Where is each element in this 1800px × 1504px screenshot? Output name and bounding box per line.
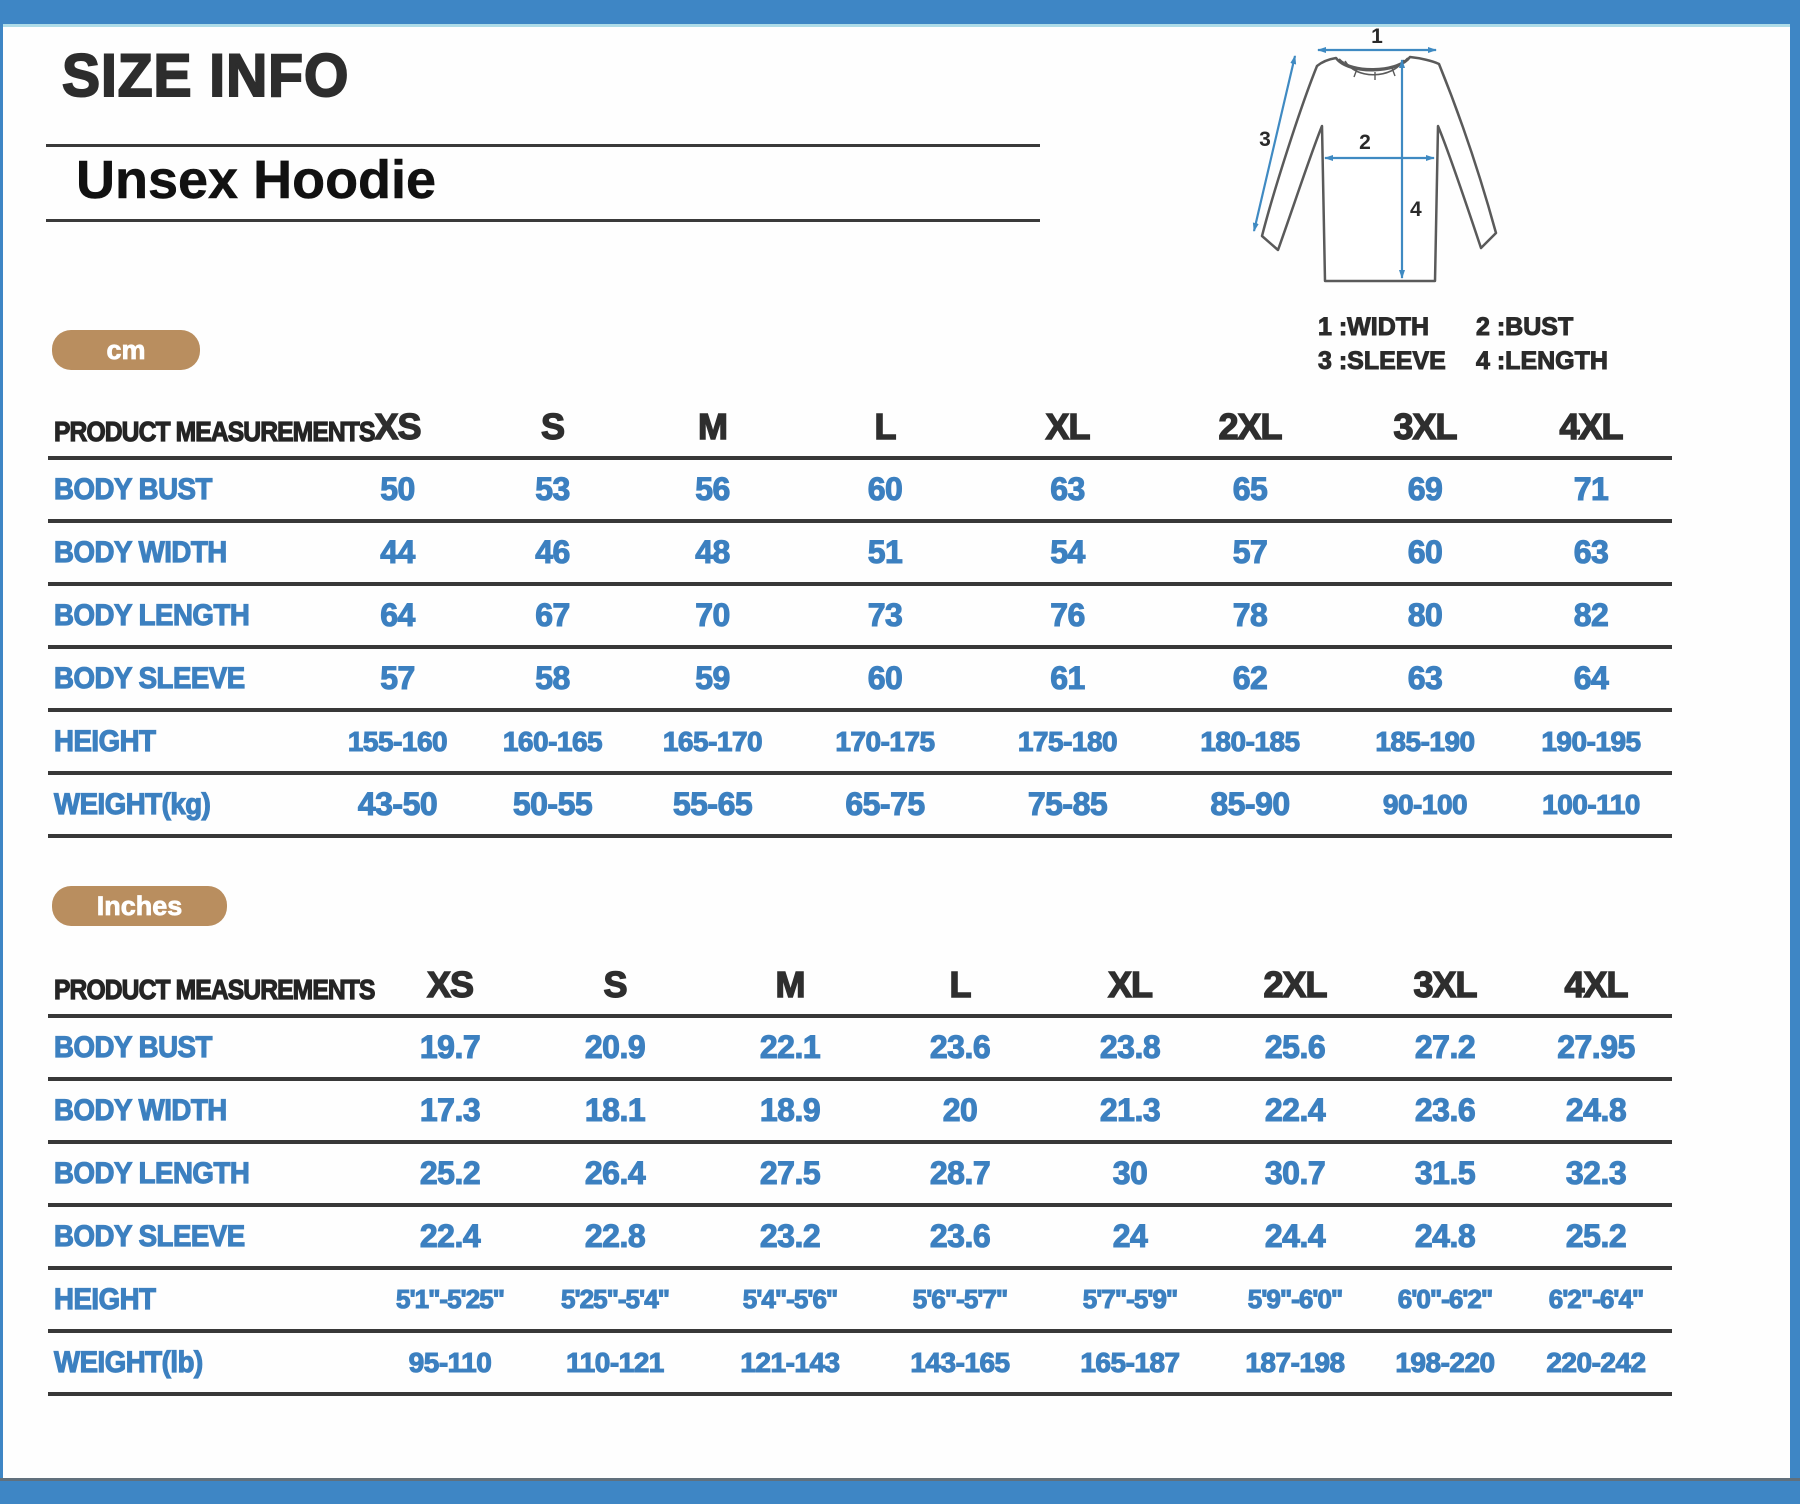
- cell-value: 65: [1160, 458, 1340, 521]
- cell-value: 51: [795, 521, 975, 584]
- hoodie-diagram: [1205, 28, 1515, 293]
- cell-value: 60: [1340, 521, 1510, 584]
- size-column-header: S: [475, 392, 630, 458]
- legend-item-width: 1 :WIDTH: [1318, 313, 1430, 341]
- cell-value: 24.8: [1520, 1079, 1672, 1142]
- arrow-label-sleeve: 3: [1259, 128, 1271, 151]
- cell-value: 20.9: [530, 1016, 700, 1079]
- cell-value: 48: [630, 521, 795, 584]
- table-row: [48, 521, 1672, 584]
- size-column-header: XL: [975, 392, 1160, 458]
- right-border-strip: [1790, 0, 1800, 1504]
- cell-value: 165-187: [1040, 1331, 1220, 1394]
- table-row: [48, 647, 1672, 710]
- cell-value: 22.4: [370, 1205, 530, 1268]
- cell-value: 18.1: [530, 1079, 700, 1142]
- arrow-label-length: 4: [1410, 198, 1422, 221]
- title-divider-top: [46, 144, 1040, 147]
- unit-badge: Inches: [52, 886, 227, 926]
- size-column-header: 2XL: [1160, 392, 1340, 458]
- cell-value: 28.7: [880, 1142, 1040, 1205]
- cell-value: 80: [1340, 584, 1510, 647]
- size-column-header: 3XL: [1370, 950, 1520, 1016]
- cell-value: 46: [475, 521, 630, 584]
- cell-value: 160-165: [475, 710, 630, 773]
- cell-value: 165-170: [630, 710, 795, 773]
- cell-value: 57: [1160, 521, 1340, 584]
- table-row: [48, 710, 1672, 773]
- size-column-header: M: [630, 392, 795, 458]
- cell-value: 5'1"-5'25": [370, 1268, 530, 1331]
- cell-value: 54: [975, 521, 1160, 584]
- cell-value: 23.6: [880, 1205, 1040, 1268]
- cell-value: 27.5: [700, 1142, 880, 1205]
- cell-value: 25.2: [1520, 1205, 1672, 1268]
- row-label: WEIGHT(lb): [48, 1331, 370, 1394]
- cell-value: 43-50: [320, 773, 475, 836]
- size-column-header: 2XL: [1220, 950, 1370, 1016]
- cell-value: 6'2"-6'4": [1520, 1268, 1672, 1331]
- size-column-header: XS: [320, 392, 475, 458]
- cell-value: 5'9"-6'0": [1220, 1268, 1370, 1331]
- table-row: [48, 458, 1672, 521]
- measurements-header: PRODUCT MEASUREMENTS: [48, 950, 370, 1016]
- cell-value: 44: [320, 521, 475, 584]
- table-row: [48, 1016, 1672, 1079]
- cell-value: 155-160: [320, 710, 475, 773]
- cell-value: 175-180: [975, 710, 1160, 773]
- cell-value: 24.8: [1370, 1205, 1520, 1268]
- cell-value: 22.8: [530, 1205, 700, 1268]
- table-row: [48, 1142, 1672, 1205]
- cell-value: 18.9: [700, 1079, 880, 1142]
- row-label: HEIGHT: [48, 710, 320, 773]
- table-row: [48, 1268, 1672, 1331]
- measurements-table: [48, 392, 1672, 838]
- cell-value: 5'6"-5'7": [880, 1268, 1040, 1331]
- cell-value: 63: [975, 458, 1160, 521]
- legend-item-sleeve: 3 :SLEEVE: [1318, 347, 1446, 375]
- row-label: WEIGHT(kg): [48, 773, 320, 836]
- cell-value: 5'7"-5'9": [1040, 1268, 1220, 1331]
- cell-value: 17.3: [370, 1079, 530, 1142]
- cell-value: 95-110: [370, 1331, 530, 1394]
- cell-value: 32.3: [1520, 1142, 1672, 1205]
- cell-value: 90-100: [1340, 773, 1510, 836]
- size-column-header: L: [795, 392, 975, 458]
- top-border-underline: [0, 24, 1800, 27]
- row-label: BODY LENGTH: [48, 1142, 370, 1205]
- size-header-row: [48, 950, 1672, 1016]
- cell-value: 73: [795, 584, 975, 647]
- cell-value: 190-195: [1510, 710, 1672, 773]
- cell-value: 71: [1510, 458, 1672, 521]
- cell-value: 20: [880, 1079, 1040, 1142]
- row-label: HEIGHT: [48, 1268, 370, 1331]
- size-column-header: L: [880, 950, 1040, 1016]
- legend-item-length: 4 :LENGTH: [1476, 347, 1608, 375]
- size-header-row: [48, 392, 1672, 458]
- cell-value: 64: [320, 584, 475, 647]
- cell-value: 69: [1340, 458, 1510, 521]
- cell-value: 53: [475, 458, 630, 521]
- cell-value: 60: [795, 647, 975, 710]
- cell-value: 65-75: [795, 773, 975, 836]
- cell-value: 57: [320, 647, 475, 710]
- cell-value: 170-175: [795, 710, 975, 773]
- cell-value: 110-121: [530, 1331, 700, 1394]
- cell-value: 78: [1160, 584, 1340, 647]
- cell-value: 5'25"-5'4": [530, 1268, 700, 1331]
- cell-value: 19.7: [370, 1016, 530, 1079]
- top-border-bar: [0, 0, 1800, 24]
- cell-value: 61: [975, 647, 1160, 710]
- cell-value: 55-65: [630, 773, 795, 836]
- cell-value: 22.1: [700, 1016, 880, 1079]
- row-label: BODY SLEEVE: [48, 1205, 370, 1268]
- cell-value: 59: [630, 647, 795, 710]
- cell-value: 22.4: [1220, 1079, 1370, 1142]
- cell-value: 63: [1340, 647, 1510, 710]
- cell-value: 58: [475, 647, 630, 710]
- row-label: BODY WIDTH: [48, 1079, 370, 1142]
- legend-item-bust: 2 :BUST: [1476, 313, 1574, 341]
- cell-value: 31.5: [1370, 1142, 1520, 1205]
- row-label: BODY BUST: [48, 1016, 370, 1079]
- diagram-legend: [1318, 313, 1651, 376]
- row-label: BODY BUST: [48, 458, 320, 521]
- size-column-header: 3XL: [1340, 392, 1510, 458]
- page-title: SIZE INFO: [62, 42, 350, 109]
- size-column-header: XL: [1040, 950, 1220, 1016]
- cell-value: 23.6: [880, 1016, 1040, 1079]
- cell-value: 27.95: [1520, 1016, 1672, 1079]
- cell-value: 24: [1040, 1205, 1220, 1268]
- arrow-label-width: 1: [1371, 28, 1383, 48]
- cell-value: 24.4: [1220, 1205, 1370, 1268]
- size-column-header: 4XL: [1510, 392, 1672, 458]
- cell-value: 30: [1040, 1142, 1220, 1205]
- table-row: [48, 1331, 1672, 1394]
- cell-value: 100-110: [1510, 773, 1672, 836]
- cell-value: 187-198: [1220, 1331, 1370, 1394]
- row-label: BODY LENGTH: [48, 584, 320, 647]
- cell-value: 50-55: [475, 773, 630, 836]
- cell-value: 62: [1160, 647, 1340, 710]
- cell-value: 27.2: [1370, 1016, 1520, 1079]
- measurements-table: [48, 950, 1672, 1396]
- cell-value: 23.2: [700, 1205, 880, 1268]
- cell-value: 30.7: [1220, 1142, 1370, 1205]
- cell-value: 64: [1510, 647, 1672, 710]
- cell-value: 25.2: [370, 1142, 530, 1205]
- table-row: [48, 584, 1672, 647]
- cell-value: 185-190: [1340, 710, 1510, 773]
- product-name: Unsex Hoodie: [76, 150, 437, 210]
- cell-value: 5'4"-5'6": [700, 1268, 880, 1331]
- cell-value: 67: [475, 584, 630, 647]
- size-column-header: 4XL: [1520, 950, 1672, 1016]
- cell-value: 198-220: [1370, 1331, 1520, 1394]
- row-label: BODY WIDTH: [48, 521, 320, 584]
- cell-value: 121-143: [700, 1331, 880, 1394]
- cell-value: 6'0"-6'2": [1370, 1268, 1520, 1331]
- table-row: [48, 1205, 1672, 1268]
- row-label: BODY SLEEVE: [48, 647, 320, 710]
- cell-value: 60: [795, 458, 975, 521]
- table-row: [48, 1079, 1672, 1142]
- cell-value: 50: [320, 458, 475, 521]
- size-column-header: S: [530, 950, 700, 1016]
- cell-value: 23.6: [1370, 1079, 1520, 1142]
- hoodie-outline: [1262, 57, 1496, 281]
- cell-value: 143-165: [880, 1331, 1040, 1394]
- cell-value: 63: [1510, 521, 1672, 584]
- left-border-strip: [0, 0, 3, 1504]
- cell-value: 23.8: [1040, 1016, 1220, 1079]
- cell-value: 21.3: [1040, 1079, 1220, 1142]
- bottom-border-bar: [0, 1478, 1800, 1504]
- measurements-header: PRODUCT MEASUREMENTS: [48, 392, 320, 458]
- cell-value: 85-90: [1160, 773, 1340, 836]
- cell-value: 82: [1510, 584, 1672, 647]
- size-column-header: M: [700, 950, 880, 1016]
- cell-value: 75-85: [975, 773, 1160, 836]
- arrow-label-bust: 2: [1359, 131, 1371, 154]
- unit-badge: cm: [52, 330, 200, 370]
- cell-value: 26.4: [530, 1142, 700, 1205]
- title-divider-bottom: [46, 219, 1040, 222]
- cell-value: 76: [975, 584, 1160, 647]
- table-row: [48, 773, 1672, 836]
- cell-value: 56: [630, 458, 795, 521]
- cell-value: 25.6: [1220, 1016, 1370, 1079]
- cell-value: 70: [630, 584, 795, 647]
- cell-value: 220-242: [1520, 1331, 1672, 1394]
- cell-value: 180-185: [1160, 710, 1340, 773]
- size-column-header: XS: [370, 950, 530, 1016]
